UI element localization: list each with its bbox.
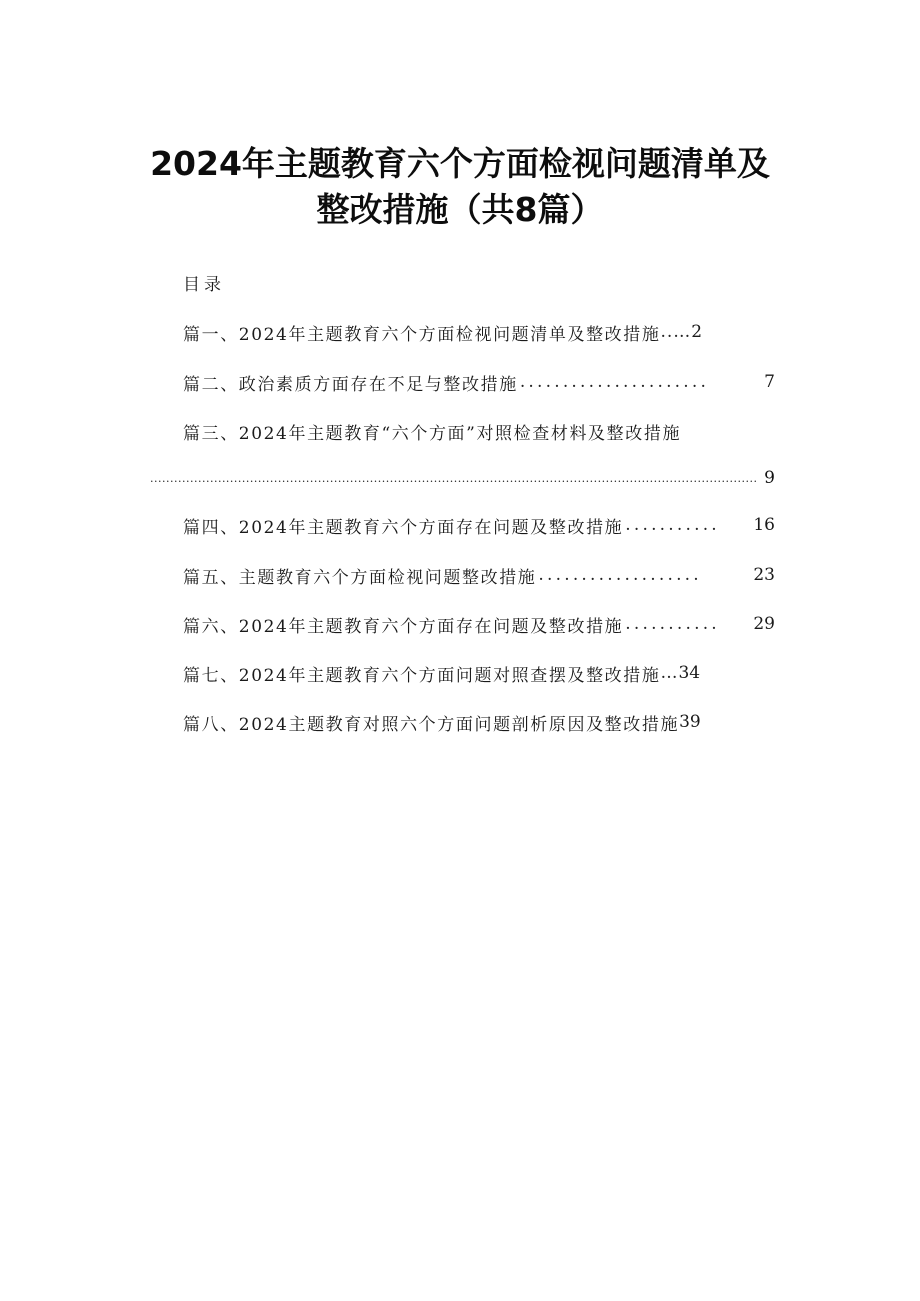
toc-entry-leader: ........... — [625, 614, 720, 634]
toc-entry-page: 29 — [753, 614, 775, 634]
toc-entry-label: 篇四、2024年主题教育六个方面存在问题及整改措施 — [183, 517, 624, 538]
toc-entry-label: 篇一、2024年主题教育六个方面检视问题清单及整改措施 — [183, 324, 661, 345]
toc-entry-4[interactable] — [183, 511, 775, 539]
toc-entry-5[interactable] — [183, 561, 775, 589]
toc-entry-label: 篇八、2024主题教育对照六个方面问题剖析原因及整改措施 — [183, 714, 680, 735]
toc-entry-page: 16 — [753, 515, 775, 535]
toc-entry-page: 39 — [679, 712, 701, 732]
toc-entry-7[interactable] — [183, 659, 700, 687]
toc-heading: 目录 — [183, 275, 225, 295]
toc-entry-leader: … — [660, 663, 679, 683]
toc-entry-label: 篇六、2024年主题教育六个方面存在问题及整改措施 — [183, 616, 624, 637]
toc-entry-page: 9 — [764, 468, 775, 488]
toc-entry-page: 23 — [753, 565, 775, 585]
toc-entry-leader: ........... — [625, 515, 720, 535]
toc-entry-page: 34 — [678, 663, 701, 683]
toc-entry-leader: ...................... — [519, 372, 710, 392]
toc-entry-page: 2 — [691, 322, 703, 342]
toc-entry-3[interactable] — [183, 417, 775, 445]
toc-entry-1[interactable] — [183, 318, 702, 346]
toc-entry-label: 篇七、2024年主题教育六个方面问题对照查摆及整改措施 — [183, 665, 661, 686]
document-title-line-2: 整改措施（共8篇） — [316, 190, 604, 229]
toc-entry-label: 篇二、政治素质方面存在不足与整改措施 — [183, 374, 518, 395]
toc-entry-label: 篇三、2024年主题教育“六个方面”对照检查材料及整改措施 — [183, 423, 682, 444]
toc-entry-2[interactable] — [183, 368, 775, 396]
toc-entry-leader: ..… — [660, 322, 692, 342]
toc-entry-leader: ........................................................................................................................................................ — [150, 471, 758, 485]
toc-entry-label: 篇五、主题教育六个方面检视问题整改措施 — [183, 567, 537, 588]
toc-entry-3-continuation[interactable] — [150, 464, 775, 492]
toc-entry-page: 7 — [764, 372, 775, 392]
toc-entry-leader: ................... — [538, 565, 702, 585]
toc-entry-8[interactable] — [183, 708, 701, 736]
document-title-line-1: 2024年主题教育六个方面检视问题清单及 — [150, 144, 770, 183]
toc-entry-6[interactable] — [183, 610, 775, 638]
